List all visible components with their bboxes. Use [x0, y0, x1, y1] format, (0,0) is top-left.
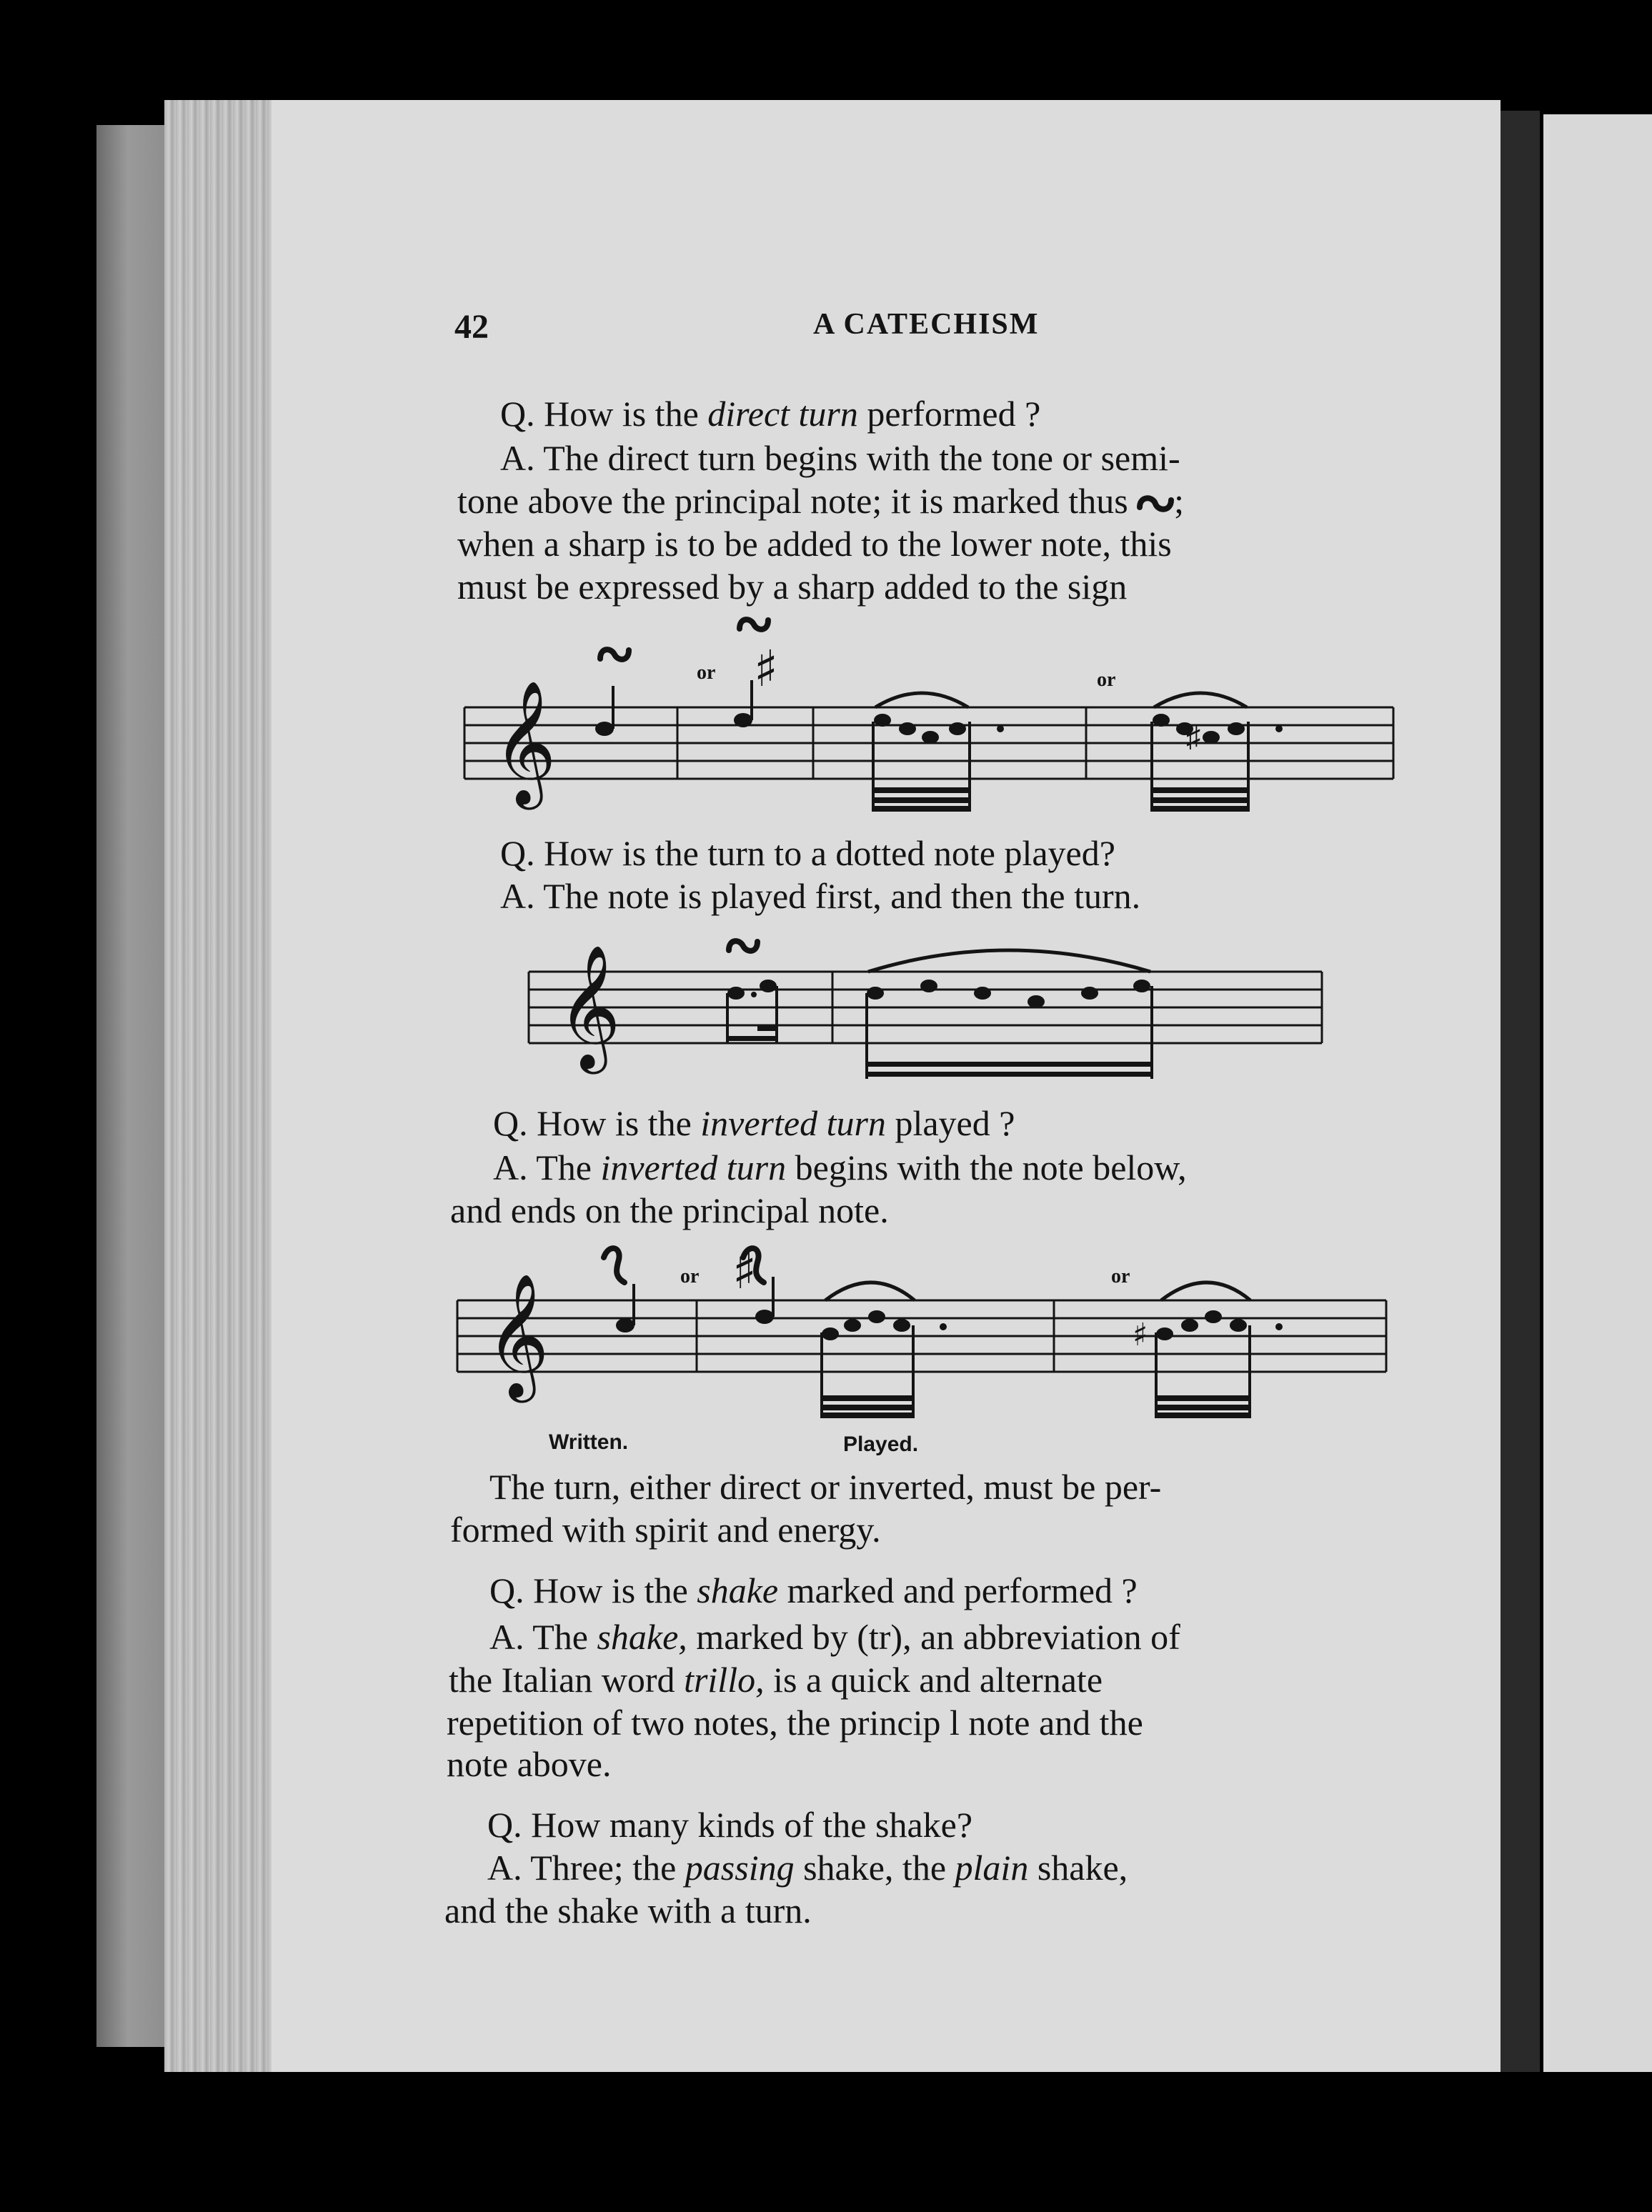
svg-text:♯: ♯ — [732, 1242, 757, 1300]
text-line: tone above the principal note; it is marked thus ; — [457, 481, 1185, 521]
text-line: note above. — [447, 1744, 612, 1784]
text-line: A. The shake, marked by (tr), an abbreviation of — [489, 1617, 1180, 1657]
text-line: The turn, either direct or inverted, must be per- — [489, 1467, 1162, 1507]
text-line: the Italian word trillo, is a quick and alternate — [449, 1660, 1103, 1700]
svg-text:♯: ♯ — [754, 639, 778, 698]
book-edge — [96, 125, 175, 2047]
caption-played: Played. — [843, 1433, 919, 1456]
svg-text:♯: ♯ — [1186, 721, 1200, 753]
text-line: A. The note is played first, and then the turn. — [500, 876, 1141, 916]
facing-page — [1543, 114, 1652, 2072]
svg-text:or: or — [680, 1265, 700, 1287]
text-line: formed with spirit and energy. — [450, 1510, 881, 1550]
music-example-dotted-turn — [522, 922, 1329, 1100]
text-line: must be expressed by a sharp added to the sign — [457, 567, 1128, 607]
treble-clef-icon: 𝄞 — [486, 1273, 549, 1398]
text-line: A. The direct turn begins with the tone or semi- — [500, 438, 1180, 478]
svg-text:or: or — [1111, 1265, 1130, 1287]
page-number: 42 — [454, 308, 489, 346]
text-line: Q. How is the direct turn performed ? — [500, 394, 1041, 434]
svg-text:or: or — [697, 662, 716, 684]
text-line: A. The inverted turn begins with the note below, — [493, 1147, 1187, 1187]
text-line: Q. How many kinds of the shake? — [487, 1805, 973, 1845]
running-head: A CATECHISM — [813, 308, 1040, 341]
text-line: Q. How is the turn to a dotted note played? — [500, 833, 1115, 873]
text-line: when a sharp is to be added to the lower note, this — [457, 524, 1172, 564]
text-line: and the shake with a turn. — [444, 1890, 812, 1930]
text-line: Q. How is the inverted turn played ? — [493, 1103, 1015, 1143]
svg-text:or: or — [1097, 669, 1116, 691]
text-line: repetition of two notes, the princip l note and the — [447, 1703, 1143, 1743]
turn-sign-icon — [1137, 492, 1174, 516]
book-gutter — [1501, 111, 1540, 2072]
caption-written: Written. — [549, 1430, 629, 1454]
treble-clef-icon: 𝄞 — [557, 945, 621, 1069]
svg-text:♯: ♯ — [1133, 1317, 1148, 1353]
text-line: A. Three; the passing shake, the plain shake, — [487, 1848, 1128, 1888]
treble-clef-icon: 𝄞 — [493, 680, 557, 804]
page-stack — [164, 100, 286, 2072]
text-line: and ends on the principal note. — [450, 1190, 889, 1230]
text-line: Q. How is the shake marked and performed ? — [489, 1570, 1138, 1610]
music-example-direct-turn — [457, 614, 1400, 829]
